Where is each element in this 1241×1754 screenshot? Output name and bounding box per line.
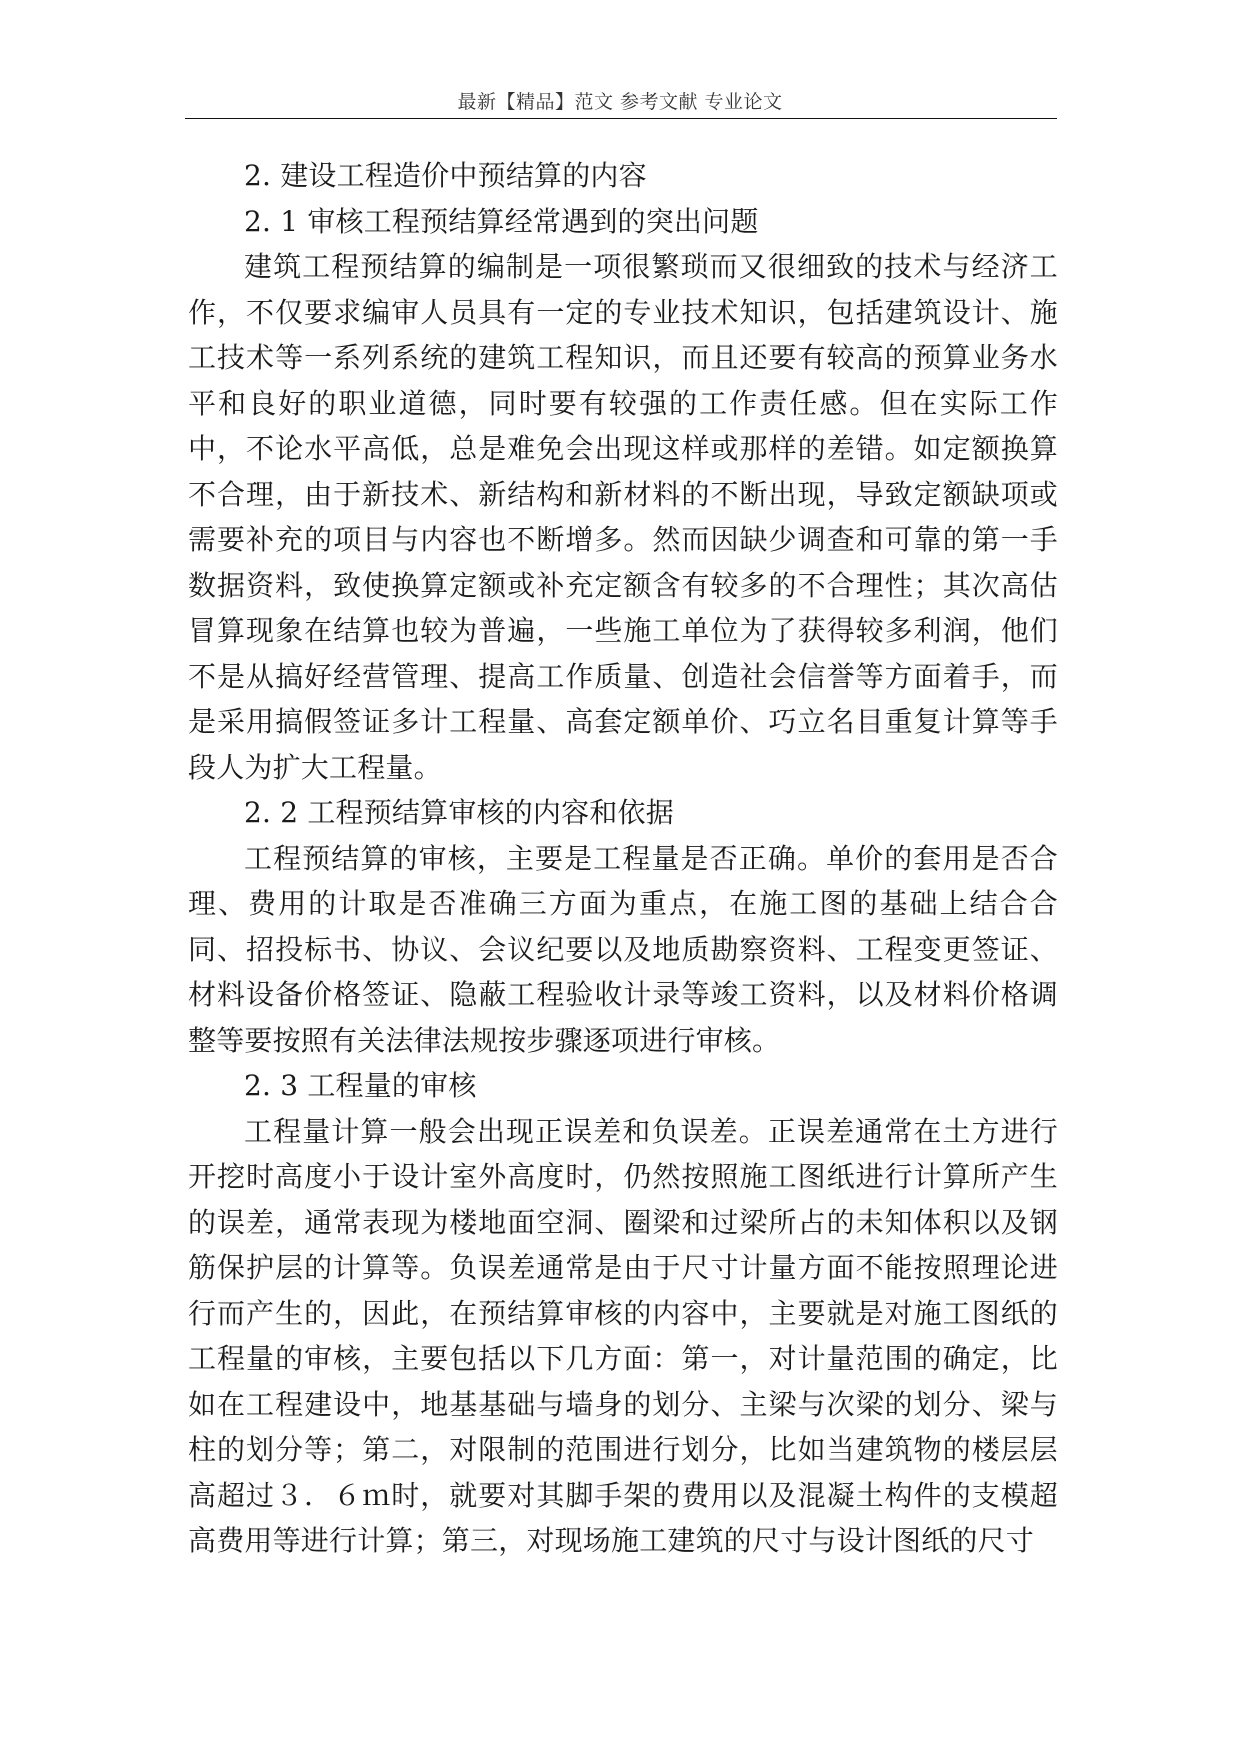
document-body xyxy=(188,153,1058,1564)
subsection-heading-2-1: 2. 1 审核工程预结算经常遇到的突出问题 xyxy=(244,204,759,238)
body-paragraph: 建筑工程预结算的编制是一项很繁琐而又很细致的技术与经济工作，不仅要求编审人员具有一定的专业技术知识，包括建筑设计、施工技术等一系列系统的建筑工程知识，而且还要有较高的预算业务水平和良好的职业道德，同时要有较强的工作责任感。但在实际工作中，不论水平高低，总是难免会出现这样或那样的差错。如定额换算不合理，由于新技术、新结构和新材料的不断出现，导致定额缺项或需要补充的项目与内容也不断增多。然而因缺少调查和可靠的第一手数据资料，致使换算定额或补充定额含有较多的不合理性；其次高估冒算现象在结算也较为普遍，一些施工单位为了获得较多利润，他们不是从搞好经营管理、提高工作质量、创造社会信誉等方面着手，而是采用搞假签证多计工程量、高套定额单价、巧立名目重复计算等手段人为扩大工程量。 xyxy=(188,250,1058,784)
subsection-heading-2-2: 2. 2 工程预结算审核的内容和依据 xyxy=(244,796,674,829)
body-paragraph: 工程量计算一般会出现正误差和负误差。正误差通常在土方进行开挖时高度小于设计室外高度时，仍然按照施工图纸进行计算所产生的误差，通常表现为楼地面空洞、圈梁和过梁所占的未知体积以及钢筋保护层的计算等。负误差通常是由于尺寸计量方面不能按照理论进行而产生的，因此，在预结算审核的内容中，主要就是对施工图纸的工程量的审核，主要包括以下几方面：第一，对计量范围的确定，比如在工程建设中，地基基础与墙身的划分、主梁与次梁的划分、梁与柱的划分等；第二，对限制的范围进行划分，比如当建筑物的楼层层高超过３．６ｍ时，就要对其脚手架的费用以及混凝土构件的支模超高费用等进行计算；第三，对现场施工建筑的尺寸与设计图纸的尺寸 xyxy=(188,1114,1058,1557)
header-rule xyxy=(185,118,1057,119)
subsection-heading-2-3: 2. 3 工程量的审核 xyxy=(244,1069,477,1102)
section-heading-2: 2. 建设工程造价中预结算的内容 xyxy=(244,159,647,192)
body-paragraph: 工程预结算的审核，主要是工程量是否正确。单价的套用是否合理、费用的计取是否准确三方面为重点，在施工图的基础上结合合同、招投标书、协议、会议纪要以及地质勘察资料、工程变更签证、材料设备价格签证、隐蔽工程验收计录等竣工资料，以及材料价格调整等要按照有关法律法规按步骤逐项进行审核。 xyxy=(188,841,1058,1057)
page-header: 最新【精品】范文 参考文献 专业论文 xyxy=(457,91,783,113)
